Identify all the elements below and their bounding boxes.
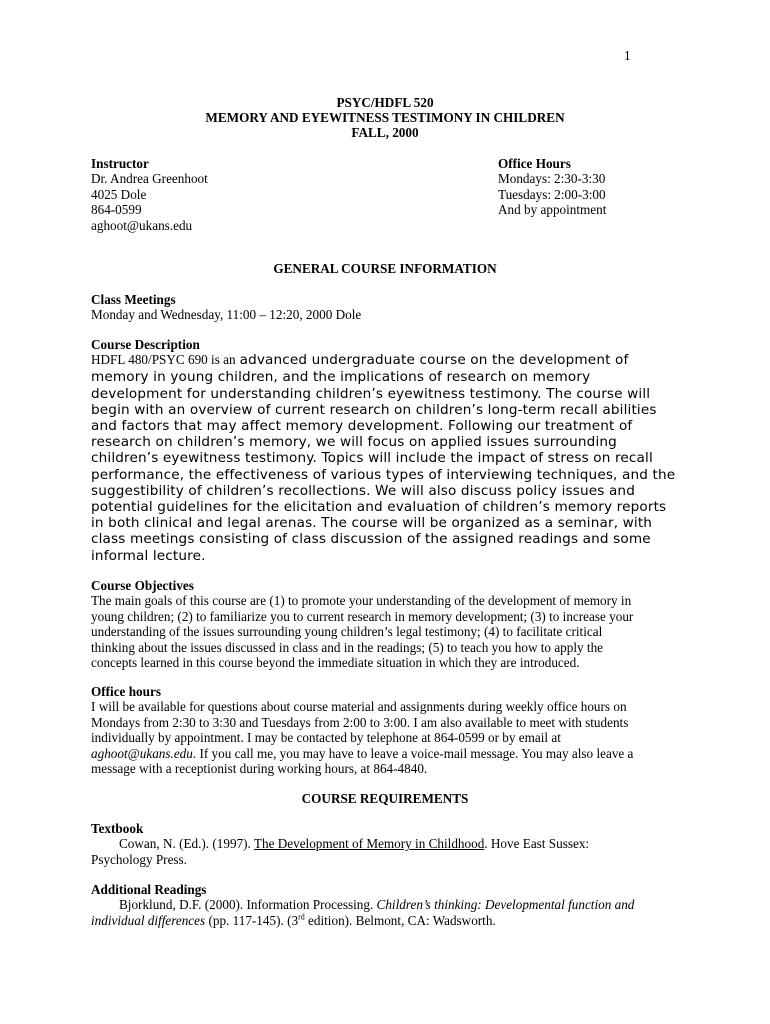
course-description-line: class meetings consisting of class discussion of the assigned readings and some — [91, 531, 651, 548]
page-number: 1 — [624, 48, 631, 63]
instructor-email-link[interactable]: aghoot@ukans.edu — [91, 745, 193, 761]
instructor-phone: 864-0599 — [91, 202, 142, 218]
course-description-line: children’s eyewitness testimony. Topics will include the impact of stress on recall — [91, 450, 653, 467]
textbook-citation — [91, 836, 681, 851]
course-description-section — [91, 337, 681, 564]
office-hours-text-line: message with a receptionist during working hours, at 864-4840. — [91, 761, 428, 777]
course-description-lead: HDFL 480/PSYC 690 is an — [91, 352, 236, 368]
course-description-line: potential guidelines for the elicitation and evaluation of children’s memory reports — [91, 499, 667, 516]
instructor-name: Dr. Andrea Greenhoot — [91, 171, 208, 187]
reading-publisher: edition). Belmont, CA: Wadsworth. — [304, 912, 496, 928]
course-description-line: and factors that may affect memory development. Following our treatment of — [91, 418, 633, 435]
office-hours-text-line — [91, 746, 681, 761]
additional-readings-section — [91, 882, 681, 928]
instructor-office: 4025 Dole — [91, 186, 147, 202]
office-hours-text-line: individually by appointment. I may be contacted by telephone at 864-0599 or by email at — [91, 730, 561, 746]
office-hours-summary — [498, 156, 606, 218]
course-description-line: informal lecture. — [91, 547, 206, 564]
course-description-line: suggestibility of children’s recollections. We will also discuss policy issues and — [91, 482, 635, 499]
course-description-first-line — [91, 351, 681, 369]
course-requirements-heading: COURSE REQUIREMENTS — [301, 791, 469, 806]
course-objectives-section — [91, 578, 681, 670]
textbook-heading: Textbook — [91, 821, 144, 836]
course-description-line: research on children’s memory, we will focus on applied issues surrounding — [91, 434, 617, 451]
course-objectives-line: understanding of the issues surrounding young children’s legal testimony; (4) to facilitate critical — [91, 624, 603, 640]
course-code: PSYC/HDFL 520 — [336, 95, 434, 110]
office-hours-text-line: Mondays from 2:30 to 3:30 and Tuesdays from 2:00 to 3:00. I am also available to meet with students — [91, 714, 629, 730]
textbook-section — [91, 821, 681, 867]
reading-citation — [91, 897, 681, 912]
textbook-publisher-line: Psychology Press. — [91, 851, 187, 867]
course-description-line: development for understanding children’s eyewitness testimony. The course will — [91, 385, 651, 402]
course-objectives-line: The main goals of this course are (1) to promote your understanding of the development of memory in — [91, 593, 632, 609]
office-hours-appointment: And by appointment — [498, 202, 607, 218]
course-description-line: begin with an overview of current research on children’s long-term recall abilities — [91, 401, 657, 418]
class-meetings-section — [91, 292, 681, 323]
additional-readings-heading: Additional Readings — [91, 882, 207, 897]
edition-superscript: rd — [298, 912, 305, 922]
office-hours-text-line: I will be available for questions about course material and assignments during weekly office hours on — [91, 699, 627, 715]
class-meetings-heading: Class Meetings — [91, 292, 176, 307]
course-description-line: memory in young children, and the implications of research on memory — [91, 369, 591, 386]
class-meetings-text: Monday and Wednesday, 11:00 – 12:20, 2000 Dole — [91, 307, 362, 323]
reading-book-title: Children’s thinking: Developmental function and — [376, 897, 635, 913]
course-description-line: in both clinical and legal arenas. The course will be organized as a seminar, with — [91, 515, 653, 532]
textbook-author: Cowan, N. (Ed.). (1997). — [119, 836, 254, 852]
course-objectives-line: young children; (2) to familiarize you to current research in memory development; (3) to increase your — [91, 608, 634, 624]
reading-book-title-cont: individual differences — [91, 912, 206, 928]
course-objectives-line: concepts learned in this course beyond the immediate situation in which they are introduced. — [91, 655, 580, 671]
course-description-heading: Course Description — [91, 337, 200, 352]
course-title: MEMORY AND EYEWITNESS TESTIMONY IN CHILDREN — [205, 110, 565, 125]
reading-pages: (pp. 117-145). (3 — [205, 912, 299, 928]
course-term: FALL, 2000 — [351, 125, 419, 140]
course-objectives-heading: Course Objectives — [91, 578, 194, 593]
course-objectives-line: thinking about the issues discussed in class and in the readings; (5) to teach you how to apply the — [91, 639, 604, 655]
general-info-heading: GENERAL COURSE INFORMATION — [273, 261, 497, 276]
instructor-block — [91, 156, 208, 233]
office-hours-tuesday: Tuesdays: 2:00-3:00 — [498, 186, 606, 202]
office-hours-heading: Office Hours — [498, 156, 571, 171]
office-hours-monday: Mondays: 2:30-3:30 — [498, 171, 606, 187]
course-description-line: performance, the effectiveness of various types of interviewing techniques, and the — [91, 466, 676, 483]
textbook-publisher: . Hove East Sussex: — [484, 836, 590, 852]
reading-citation-cont — [91, 913, 681, 928]
office-hours-section-heading: Office hours — [91, 684, 161, 699]
reading-author: Bjorklund, D.F. (2000). Information Processing. — [119, 897, 377, 913]
instructor-heading: Instructor — [91, 156, 149, 171]
textbook-title: The Development of Memory in Childhood — [253, 836, 485, 852]
course-description-line: advanced undergraduate course on the development of — [239, 352, 629, 369]
office-hours-text-rest: . If you call me, you may have to leave a voice-mail message. You may also leave a — [192, 745, 634, 761]
instructor-email: aghoot@ukans.edu — [91, 217, 193, 233]
office-hours-section — [91, 684, 681, 776]
